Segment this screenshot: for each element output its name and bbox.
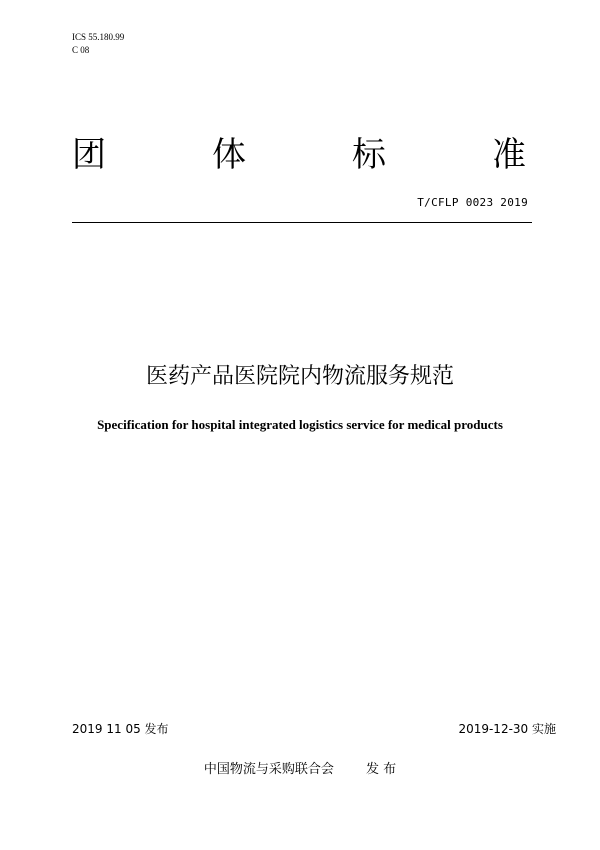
ics-code: ICS 55.180.99 [72,32,125,42]
document-title-chinese: 医药产品医院院内物流服务规范 [145,364,454,389]
standard-code: T/CFLP 0023 2019 [417,196,528,209]
ccs-code: C 08 [72,45,90,55]
issue-date: 2019 11 05 发布 [72,722,169,736]
standard-type-char-3: 标 [352,135,386,175]
publisher-line [0,758,600,777]
document-title-english: Specification for hospital integrated logistics service for medical products [97,417,503,432]
standard-type-char-2: 体 [212,135,246,175]
implementation-date: 2019-12-30 实施 [458,722,556,736]
header-divider [72,222,532,223]
publisher-name: 中国物流与采购联合会 [203,762,334,777]
publisher-action: 发 布 [365,762,397,777]
standard-type-char-1: 团 [72,135,106,175]
standard-type-char-4: 准 [492,135,526,175]
